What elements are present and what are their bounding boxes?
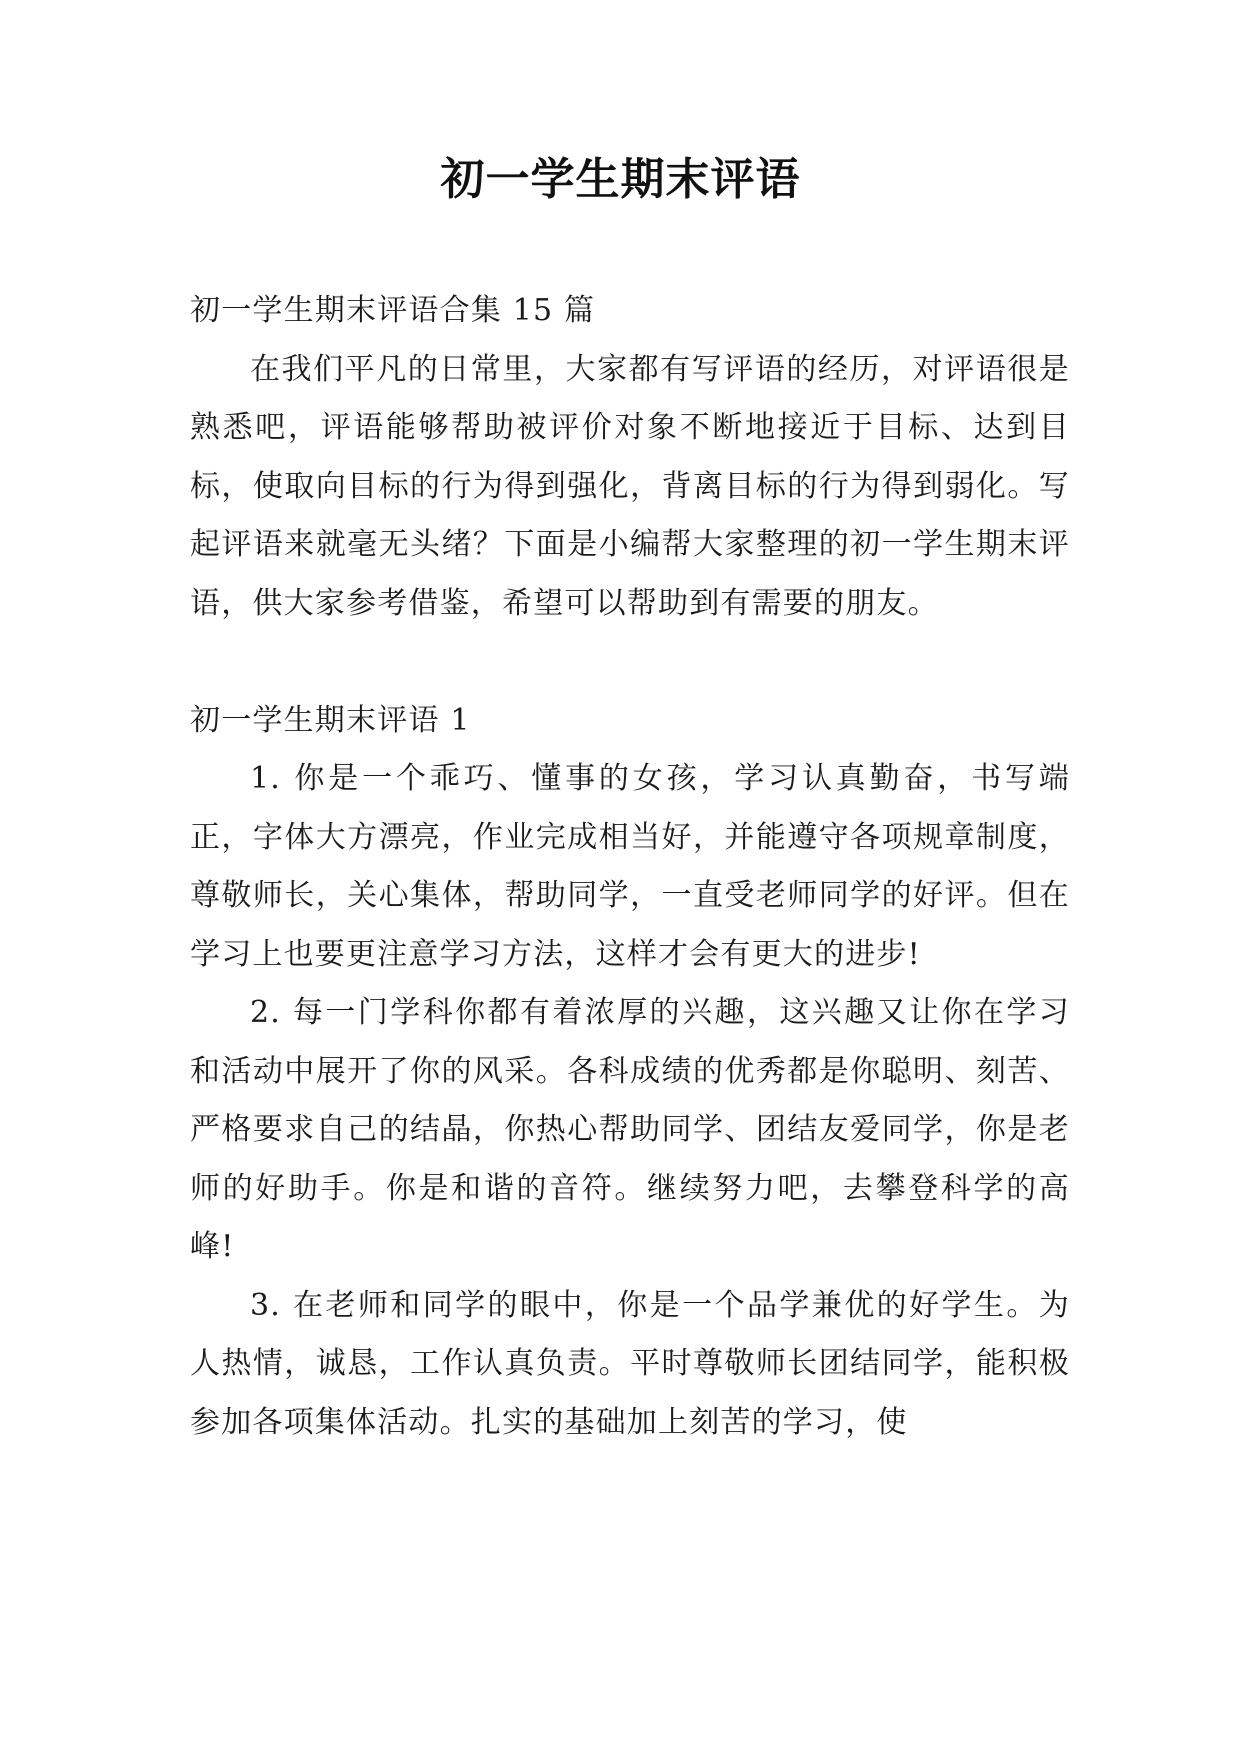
comment-item-2: 2. 每一门学科你都有着浓厚的兴趣，这兴趣又让你在学习和活动中展开了你的风采。各科成绩的优秀都是你聪明、刻苦、严格要求自己的结晶，你热心帮助同学、团结友爱同学，你是老师的好助手。你是和谐的音符。继续努力吧，去攀登科学的高峰! bbox=[190, 995, 1070, 1264]
document-title: 初一学生期末评语 bbox=[440, 154, 801, 205]
comment-item-1: 1. 你是一个乖巧、懂事的女孩，学习认真勤奋，书写端正，字体大方漂亮，作业完成相当好，并能遵守各项规章制度，尊敬师长，关心集体，帮助同学，一直受老师同学的好评。但在学习上也要更注意学习方法，这样才会有更大的进步! bbox=[190, 761, 1070, 972]
intro-paragraph: 在我们平凡的日常里，大家都有写评语的经历，对评语很是熟悉吧，评语能够帮助被评价对象不断地接近于目标、达到目标，使取向目标的行为得到强化，背离目标的行为得到弱化。写起评语来就毫无头绪？下面是小编帮大家整理的初一学生期末评语，供大家参考借鉴，希望可以帮助到有需要的朋友。 bbox=[190, 351, 1070, 621]
document-body bbox=[190, 282, 1070, 1452]
paragraph-spacer bbox=[190, 633, 1070, 692]
comment-item-3: 3. 在老师和同学的眼中，你是一个品学兼优的好学生。为人热情，诚恳，工作认真负责。平时尊敬师长团结同学，能积极参加各项集体活动。扎实的基础加上刻苦的学习，使 bbox=[190, 1287, 1070, 1440]
document-subtitle: 初一学生期末评语合集 15 篇 bbox=[190, 293, 596, 328]
section-heading: 初一学生期末评语 1 bbox=[190, 702, 471, 738]
